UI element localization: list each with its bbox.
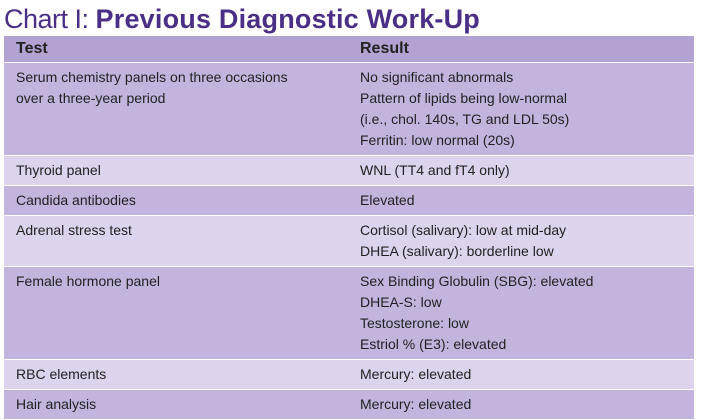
test-cell-line: Candida antibodies [16, 192, 136, 208]
test-cell [4, 186, 350, 216]
result-cell-line: DHEA (salivary): borderline low [360, 243, 554, 259]
result-cell [350, 186, 694, 216]
result-cell-line: No significant abnormals [360, 69, 514, 85]
test-cell [4, 267, 350, 360]
result-cell-line: WNL (TT4 and fT4 only) [360, 162, 510, 178]
test-cell [4, 63, 350, 156]
result-cell-line: Mercury: elevated [360, 366, 472, 382]
test-cell-line: over a three-year period [16, 90, 166, 106]
test-cell-line: RBC elements [16, 366, 107, 382]
test-cell-line: Female hormone panel [16, 273, 160, 289]
test-cell [4, 156, 350, 186]
header-result: Result [350, 36, 694, 63]
result-cell-line: Elevated [360, 192, 415, 208]
result-cell-line: Estriol % (E3): elevated [360, 336, 507, 352]
result-cell-line: Ferritin: low normal (20s) [360, 132, 515, 148]
result-cell [350, 63, 694, 156]
table-row [4, 360, 694, 390]
chart-title [4, 2, 480, 36]
table-row [4, 186, 694, 216]
result-cell [350, 390, 694, 420]
test-cell-line: Thyroid panel [16, 162, 101, 178]
test-cell [4, 390, 350, 420]
test-cell [4, 216, 350, 267]
result-cell [350, 156, 694, 186]
result-cell-line: Sex Binding Globulin (SBG): elevated [360, 273, 594, 289]
header-test: Test [4, 36, 350, 63]
result-cell-line: Mercury: elevated [360, 396, 472, 412]
result-cell-line: DHEA-S: low [360, 294, 442, 310]
result-cell [350, 360, 694, 390]
diagnostic-table [4, 36, 694, 420]
table-row [4, 216, 694, 267]
table-row [4, 267, 694, 360]
table-row [4, 156, 694, 186]
test-cell-line: Hair analysis [16, 396, 97, 412]
test-cell-line: Serum chemistry panels on three occasions [16, 69, 288, 85]
chart-title-prefix: Chart I: [4, 4, 96, 34]
table-body [4, 63, 694, 420]
test-cell [4, 360, 350, 390]
result-cell [350, 216, 694, 267]
table-header-row [4, 36, 694, 63]
table-row [4, 390, 694, 420]
chart-title-main: Previous Diagnostic Work-Up [95, 4, 480, 34]
result-cell-line: Testosterone: low [360, 315, 469, 331]
result-cell-line: (i.e., chol. 140s, TG and LDL 50s) [360, 111, 570, 127]
result-cell-line: Pattern of lipids being low-normal [360, 90, 567, 106]
table-row [4, 63, 694, 156]
test-cell-line: Adrenal stress test [16, 222, 132, 238]
result-cell [350, 267, 694, 360]
result-cell-line: Cortisol (salivary): low at mid-day [360, 222, 567, 238]
